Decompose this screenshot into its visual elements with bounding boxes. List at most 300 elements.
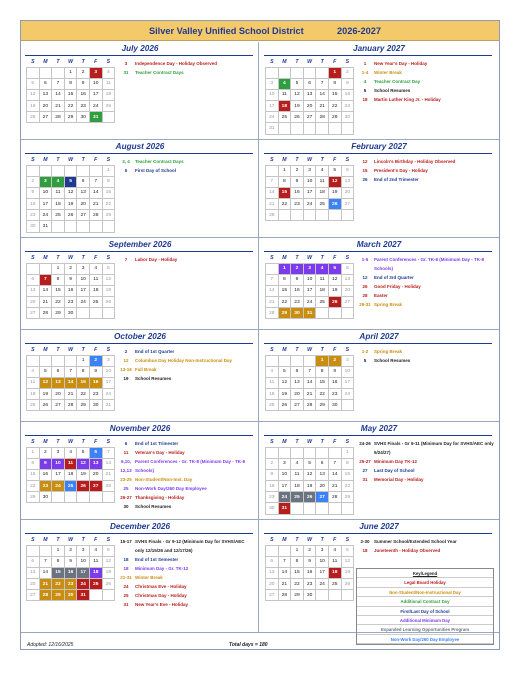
weekday-header: S — [341, 345, 354, 355]
calendar-day: 17 — [316, 567, 329, 578]
calendar-day: 16 — [77, 89, 90, 100]
calendar-day: 15 — [64, 89, 77, 100]
calendar-blank — [102, 492, 115, 503]
event-date: 24 — [123, 584, 129, 589]
event-item — [356, 537, 494, 546]
calendar-day: 11 — [316, 176, 329, 187]
calendar-day: 16 — [341, 89, 354, 100]
month-calendar — [265, 345, 354, 411]
calendar-day: 1 — [77, 355, 90, 366]
calendar-day: 26 — [102, 579, 115, 590]
calendar-day: 21 — [39, 297, 52, 308]
calendar-day: 8 — [278, 274, 291, 285]
event-name: Last Day of School — [374, 468, 415, 473]
month-row — [21, 42, 499, 140]
calendar-day: 29 — [64, 112, 77, 123]
month-panel — [260, 330, 498, 421]
calendar-day: 4 — [291, 458, 304, 469]
event-item — [117, 439, 255, 448]
event-name: Martin Luther King Jr. - Holiday — [374, 97, 441, 102]
calendar-day: 28 — [278, 590, 291, 601]
calendar-day: 7 — [316, 78, 329, 89]
month-title: January 2027 — [353, 44, 405, 53]
calendar-day: 24 — [39, 210, 52, 221]
calendar-day: 27 — [266, 590, 279, 601]
calendar-day: 1 — [278, 165, 291, 176]
weekday-header: T — [52, 57, 65, 67]
calendar-day: 8 — [52, 274, 65, 285]
calendar-day: 2 — [39, 447, 52, 458]
legend-title: Key/Legend — [357, 569, 493, 578]
weekday-header: W — [303, 345, 316, 355]
event-date: 28 — [362, 293, 368, 298]
weekday-header: M — [39, 253, 52, 263]
month-calendar — [26, 253, 115, 319]
event-name: Good Friday - Holiday — [374, 284, 421, 289]
calendar-day: 8 — [64, 78, 77, 89]
calendar-day: 3 — [266, 78, 279, 89]
calendar-day: 9 — [89, 366, 102, 377]
calendar-day: 6 — [52, 366, 65, 377]
event-item — [356, 59, 494, 68]
calendar-day: 27 — [316, 492, 329, 503]
calendar-day: 24 — [52, 481, 65, 492]
event-name: Parent Conferences - Gr. TK-8 (Minimum Day - TK-8 Schools) — [374, 257, 485, 271]
event-date: 26-27 — [120, 495, 132, 500]
calendar-day: 20 — [52, 389, 65, 400]
calendar-day: 17 — [102, 377, 115, 388]
calendar-day: 15 — [291, 567, 304, 578]
calendar-day: 18 — [64, 469, 77, 480]
calendar-day: 18 — [89, 567, 102, 578]
calendar-day: 19 — [278, 389, 291, 400]
calendar-day: 21 — [303, 389, 316, 400]
calendar-blank — [316, 308, 329, 319]
calendar-day: 14 — [303, 377, 316, 388]
weekday-header: T — [77, 155, 90, 165]
calendar-blank — [341, 210, 354, 221]
calendar-day: 9 — [303, 556, 316, 567]
calendar-day: 5 — [291, 78, 304, 89]
calendar-day: 27 — [39, 112, 52, 123]
month-row — [21, 422, 499, 520]
weekday-header: T — [52, 437, 65, 447]
calendar-day: 5 — [39, 366, 52, 377]
calendar-day: 25 — [291, 492, 304, 503]
calendar-day: 14 — [39, 567, 52, 578]
event-name: Teacher Contract Day — [374, 79, 421, 84]
calendar-day: 2 — [77, 67, 90, 78]
calendar-blank — [52, 67, 65, 78]
calendar-day: 28 — [266, 308, 279, 319]
weekday-header: T — [291, 437, 304, 447]
calendar-day: 27 — [27, 590, 40, 601]
event-date: 25-27 — [359, 459, 371, 464]
weekday-header: S — [102, 253, 115, 263]
calendar-day: 19 — [328, 285, 341, 296]
event-item — [117, 493, 255, 502]
calendar-blank — [303, 123, 316, 134]
event-date: 1 — [363, 61, 367, 66]
calendar-day: 30 — [341, 112, 354, 123]
calendar-blank — [266, 263, 279, 274]
event-date: 5 — [124, 168, 128, 173]
calendar-day: 6 — [316, 458, 329, 469]
weekday-header: T — [316, 253, 329, 263]
calendar-day: 26 — [291, 112, 304, 123]
weekday-header: S — [341, 437, 354, 447]
month-divider — [264, 153, 492, 154]
calendar-blank — [39, 67, 52, 78]
calendar-day: 26 — [27, 112, 40, 123]
calendar-day: 11 — [102, 78, 115, 89]
calendar-day: 16 — [64, 285, 77, 296]
event-name: New Year's Eve - Holiday — [135, 602, 189, 607]
calendar-day: 16 — [89, 377, 102, 388]
calendar-day: 12 — [27, 89, 40, 100]
calendar-day: 16 — [39, 469, 52, 480]
calendar-day: 28 — [316, 112, 329, 123]
calendar-day: 31 — [266, 123, 279, 134]
calendar-day: 24 — [341, 389, 354, 400]
month-divider — [25, 55, 253, 56]
calendar-day: 7 — [278, 556, 291, 567]
calendar-blank — [316, 210, 329, 221]
event-date: 5 — [363, 358, 367, 363]
calendar-day: 24 — [278, 492, 291, 503]
event-item — [356, 255, 494, 273]
calendar-day: 10 — [77, 274, 90, 285]
calendar-blank — [303, 355, 316, 366]
event-date: 13-16 — [120, 367, 132, 372]
calendar-day: 1 — [291, 545, 304, 556]
calendar-day: 19 — [39, 389, 52, 400]
calendar-day: 16 — [266, 481, 279, 492]
weekday-header: T — [52, 345, 65, 355]
calendar-day: 5 — [278, 366, 291, 377]
weekday-header: S — [341, 253, 354, 263]
event-date: 3 — [124, 61, 128, 66]
event-item — [117, 356, 255, 365]
calendar-day: 17 — [266, 101, 279, 112]
weekday-header: F — [89, 155, 102, 165]
calendar-blank — [77, 308, 90, 319]
adopted-date: Adopted: 12/16/2025 — [27, 642, 74, 648]
weekday-header: S — [341, 57, 354, 67]
calendar-day: 29 — [52, 308, 65, 319]
calendar-day: 18 — [52, 199, 65, 210]
calendar-blank — [341, 503, 354, 514]
month-divider — [264, 343, 492, 344]
calendar-day: 10 — [303, 274, 316, 285]
weekday-header: M — [39, 57, 52, 67]
event-name: Thanksgiving - Holiday — [135, 495, 185, 500]
event-date: 11 — [123, 450, 129, 455]
event-item — [117, 564, 255, 573]
weekday-header: S — [341, 155, 354, 165]
event-date: 1-5 — [361, 257, 369, 262]
event-date: 26 — [362, 177, 368, 182]
event-name: Summer School/Extended School Year — [374, 539, 457, 544]
calendar-day: 15 — [52, 285, 65, 296]
event-name: Winter Break — [374, 70, 402, 75]
event-list — [356, 59, 494, 104]
event-item — [117, 573, 255, 582]
weekday-header: M — [39, 437, 52, 447]
calendar-day: 12 — [328, 274, 341, 285]
weekday-header: T — [316, 535, 329, 545]
calendar-day: 12 — [328, 176, 341, 187]
weekday-header: W — [64, 437, 77, 447]
calendar-day: 23 — [303, 579, 316, 590]
calendar-day: 19 — [303, 481, 316, 492]
month-title: February 2027 — [351, 142, 407, 151]
weekday-header: S — [27, 155, 40, 165]
event-item — [356, 273, 494, 282]
weekday-header: F — [328, 57, 341, 67]
calendar-blank — [64, 355, 77, 366]
calendar-day: 3 — [278, 458, 291, 469]
calendar-day: 30 — [328, 400, 341, 411]
calendar-day: 5 — [303, 458, 316, 469]
calendar-day: 16 — [64, 567, 77, 578]
calendar-day: 8 — [341, 458, 354, 469]
calendar-day: 17 — [341, 377, 354, 388]
calendar-day: 25 — [316, 199, 329, 210]
event-name: End of 3rd Quarter — [374, 275, 414, 280]
event-date: 18 — [123, 566, 129, 571]
event-item — [117, 347, 255, 356]
calendar-day: 21 — [266, 199, 279, 210]
event-name: Christmas Day - Holiday — [135, 593, 187, 598]
event-item — [356, 157, 494, 166]
calendar-day: 11 — [291, 469, 304, 480]
calendar-day: 10 — [341, 366, 354, 377]
weekday-header: S — [27, 253, 40, 263]
calendar-day: 23 — [64, 297, 77, 308]
district-name: Silver Valley Unified School District — [149, 26, 304, 36]
calendar-day: 4 — [64, 447, 77, 458]
calendar-day: 9 — [64, 556, 77, 567]
calendar-day: 25 — [316, 297, 329, 308]
event-item — [117, 475, 255, 484]
month-title: May 2027 — [360, 424, 398, 433]
event-list — [117, 59, 255, 77]
calendar-day: 25 — [328, 579, 341, 590]
event-item — [356, 166, 494, 175]
calendar-day: 21 — [89, 199, 102, 210]
event-date: 25 — [123, 486, 129, 491]
calendar-day: 8 — [52, 556, 65, 567]
calendar-day: 16 — [303, 567, 316, 578]
legend-box — [356, 568, 494, 645]
weekday-header: F — [328, 437, 341, 447]
calendar-day: 22 — [27, 481, 40, 492]
event-item — [117, 502, 255, 511]
weekday-header: T — [77, 57, 90, 67]
event-item — [356, 475, 494, 484]
calendar-day: 9 — [266, 469, 279, 480]
school-year: 2026-2027 — [337, 26, 381, 36]
calendar-day: 6 — [341, 263, 354, 274]
event-name: Spring Break — [374, 302, 403, 307]
calendar-day: 19 — [341, 567, 354, 578]
calendar-day: 29 — [102, 210, 115, 221]
weekday-header: F — [328, 345, 341, 355]
calendar-day: 13 — [77, 187, 90, 198]
calendar-day: 26 — [64, 210, 77, 221]
calendar-day: 23 — [39, 481, 52, 492]
event-name: Easter — [374, 293, 388, 298]
calendar-day: 6 — [39, 78, 52, 89]
weekday-header: W — [64, 155, 77, 165]
weekday-header: W — [303, 57, 316, 67]
calendar-day: 24 — [303, 199, 316, 210]
calendar-day: 1 — [328, 67, 341, 78]
calendar-day: 15 — [77, 377, 90, 388]
weekday-header: S — [102, 57, 115, 67]
calendar-day: 11 — [64, 458, 77, 469]
calendar-day: 8 — [316, 366, 329, 377]
event-date: 19 — [123, 376, 129, 381]
event-item — [356, 175, 494, 184]
calendar-day: 14 — [266, 187, 279, 198]
month-divider — [25, 251, 253, 252]
event-date: 31 — [123, 70, 129, 75]
event-name: School Resumes — [374, 358, 411, 363]
calendar-day: 13 — [266, 567, 279, 578]
month-panel — [260, 42, 498, 139]
calendar-day: 10 — [303, 176, 316, 187]
calendar-day: 15 — [316, 377, 329, 388]
calendar-blank — [77, 221, 90, 232]
calendar-day: 7 — [102, 447, 115, 458]
calendar-grid — [21, 42, 499, 642]
calendar-blank — [64, 492, 77, 503]
calendar-day: 21 — [328, 481, 341, 492]
weekday-header: T — [291, 57, 304, 67]
calendar-day: 17 — [89, 89, 102, 100]
calendar-day: 12 — [39, 377, 52, 388]
calendar-day: 21 — [102, 469, 115, 480]
calendar-day: 31 — [303, 308, 316, 319]
weekday-header: T — [77, 253, 90, 263]
event-name: School Resumes — [135, 504, 172, 509]
weekday-header: T — [316, 437, 329, 447]
event-list — [117, 157, 255, 175]
calendar-day: 31 — [278, 503, 291, 514]
calendar-blank — [291, 503, 304, 514]
calendar-day: 1 — [102, 165, 115, 176]
calendar-day: 25 — [266, 400, 279, 411]
calendar-day: 21 — [52, 101, 65, 112]
weekday-header: F — [89, 253, 102, 263]
calendar-blank — [39, 545, 52, 556]
calendar-blank — [39, 355, 52, 366]
event-date: 21-31 — [120, 575, 132, 580]
calendar-day: 16 — [291, 187, 304, 198]
calendar-day: 29 — [291, 590, 304, 601]
calendar-day: 20 — [291, 389, 304, 400]
calendar-day: 28 — [266, 210, 279, 221]
weekday-header: W — [303, 253, 316, 263]
event-item — [356, 77, 494, 86]
weekday-header: M — [278, 535, 291, 545]
calendar-day: 4 — [27, 366, 40, 377]
calendar-blank — [39, 263, 52, 274]
calendar-day: 21 — [64, 389, 77, 400]
calendar-day: 18 — [266, 389, 279, 400]
weekday-header: T — [291, 253, 304, 263]
calendar-day: 21 — [278, 579, 291, 590]
calendar-day: 5 — [328, 263, 341, 274]
calendar-day: 13 — [39, 89, 52, 100]
calendar-day: 2 — [303, 545, 316, 556]
calendar-day: 12 — [77, 458, 90, 469]
calendar-blank — [39, 165, 52, 176]
event-item — [117, 255, 255, 264]
weekday-header: M — [278, 345, 291, 355]
weekday-header: T — [316, 345, 329, 355]
event-item — [117, 374, 255, 383]
calendar-blank — [278, 545, 291, 556]
calendar-day: 22 — [328, 101, 341, 112]
weekday-header: T — [291, 535, 304, 545]
calendar-day: 15 — [278, 285, 291, 296]
calendar-day: 4 — [52, 176, 65, 187]
calendar-blank — [328, 123, 341, 134]
calendar-day: 3 — [89, 67, 102, 78]
event-name: Parent Conferences - Gr. TK-8 (Minimum Day - TK-8 Schools) — [135, 459, 246, 473]
month-panel — [21, 422, 259, 519]
event-date: 15 — [362, 168, 368, 173]
weekday-header: W — [303, 535, 316, 545]
calendar-day: 3 — [77, 545, 90, 556]
weekday-header: T — [52, 253, 65, 263]
calendar-blank — [64, 165, 77, 176]
weekday-header: W — [64, 57, 77, 67]
weekday-header: T — [291, 345, 304, 355]
calendar-day: 25 — [89, 297, 102, 308]
calendar-blank — [266, 545, 279, 556]
calendar-day: 2 — [64, 545, 77, 556]
calendar-blank — [89, 308, 102, 319]
calendar-day: 26 — [278, 400, 291, 411]
calendar-day: 9 — [328, 366, 341, 377]
calendar-day: 23 — [27, 210, 40, 221]
calendar-day: 23 — [89, 389, 102, 400]
weekday-header: W — [64, 345, 77, 355]
event-name: President's Day - Holiday — [374, 168, 428, 173]
calendar-day: 14 — [52, 89, 65, 100]
calendar-blank — [27, 67, 40, 78]
calendar-day: 9 — [291, 176, 304, 187]
event-name: Spring Break — [374, 349, 403, 354]
month-divider — [25, 153, 253, 154]
calendar-day: 13 — [27, 285, 40, 296]
calendar-day: 28 — [303, 400, 316, 411]
calendar-blank — [102, 112, 115, 123]
calendar-day: 3 — [102, 355, 115, 366]
month-panel — [260, 140, 498, 237]
calendar-blank — [303, 67, 316, 78]
event-name: SVHS Finals - Gr 9-12 (Minimum Day for SVHS/AEC only 12/15/26 and 12/17/26) — [135, 539, 245, 553]
month-divider — [264, 435, 492, 436]
event-item — [117, 537, 255, 555]
calendar-day: 14 — [39, 285, 52, 296]
calendar-day: 5 — [341, 545, 354, 556]
calendar-day: 8 — [278, 176, 291, 187]
